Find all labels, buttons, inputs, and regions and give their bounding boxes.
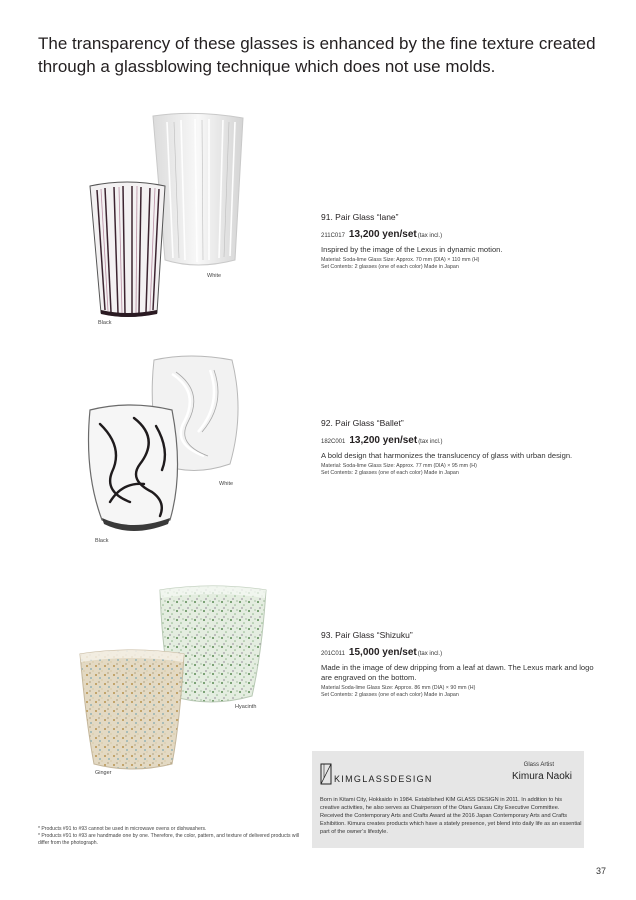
product-91-label-white: White: [207, 273, 222, 279]
kimglassdesign-logo-icon: [320, 763, 332, 785]
product-93-info: [321, 630, 597, 699]
product-price: 15,000 yen/set: [348, 647, 417, 658]
product-92-label-white: White: [219, 481, 234, 487]
tax-note: (tax incl.): [417, 651, 443, 657]
spec-line-1: Material: Soda-lime Glass Size: Approx. 77 mm (DIA) × 95 mm (H): [321, 463, 477, 469]
product-description: Made in the image of dew dripping from a leaf at dawn. The Lexus mark and logo are engraved on the bottom.: [321, 663, 594, 682]
product-code: 201C011: [321, 651, 345, 657]
product-title: 91. Pair Glass “lane”: [321, 212, 399, 222]
product-spec: [321, 463, 597, 477]
product-spec: [321, 685, 597, 699]
page-number: 37: [595, 866, 606, 876]
product-91-label-black: Black: [98, 320, 112, 326]
product-price: 13,200 yen/set: [348, 229, 417, 240]
price-line: [321, 644, 597, 661]
footnotes: [38, 826, 300, 847]
brand-name: KIMGLASSDESIGN: [334, 774, 433, 784]
tax-note: (tax incl.): [418, 439, 443, 445]
product-93-label-ginger: Ginger: [95, 770, 112, 776]
product-91-info: [321, 212, 597, 271]
spec-line-1: Material Soda-lime Glass Size: Approx. 86 mm (DIA) × 90 mm (H): [321, 685, 476, 691]
product-93-label-hyacinth: Hyacinth: [235, 704, 257, 710]
tax-note: (tax incl.): [417, 233, 443, 239]
spec-line-2: Set Contents: 2 glasses (one of each color) Made in Japan: [321, 470, 459, 476]
spec-line-1: Material: Soda-lime Glass Size: Approx. 70 mm (DIA) × 110 mm (H): [321, 257, 480, 263]
product-description: Inspired by the image of the Lexus in dynamic motion.: [321, 245, 503, 254]
headline-line-1: The transparency of these glasses is enhanced by the fine texture created: [38, 34, 596, 53]
product-93-photo: [76, 582, 272, 772]
product-code: 211C017: [321, 233, 345, 239]
product-92-info: [321, 418, 597, 477]
product-title: 93. Pair Glass “Shizuku”: [321, 630, 413, 640]
price-line: [321, 226, 597, 243]
headline-line-2: through a glassblowing technique which does not use molds.: [38, 57, 496, 76]
artist-profile-box: [312, 751, 584, 848]
footnote-1: * Products #91 to #93 cannot be used in microwave ovens or dishwashers.: [38, 826, 207, 832]
product-92-photo: [80, 352, 250, 537]
product-91-photo: [85, 110, 255, 320]
artist-bio: Born in Kitami City, Hokkaido in 1984. Established KIM GLASS DESIGN in 2011. In addition to his creative activities, he also serves as Chairperson of the Otaru Garasu City Executive Committee. Received the Contemporary Arts and Crafts Award at the 2016 Japan Contemporary Arts and Crafts Exhibition. Kimura creates products which have a stately presence, yet blend into daily life as an essential part of the owner’s lifestyle.: [320, 797, 582, 835]
product-price: 13,200 yen/set: [349, 435, 418, 446]
spec-line-2: Set Contents: 2 glasses (one of each color) Made in Japan: [321, 264, 459, 270]
product-code: 182C001: [321, 439, 346, 445]
artist-role: Glass Artist: [523, 762, 554, 768]
page-headline: [38, 32, 598, 78]
price-line: [321, 432, 597, 449]
product-title: 92. Pair Glass “Ballet”: [321, 418, 404, 428]
product-description: A bold design that harmonizes the translucency of glass with urban design.: [321, 451, 573, 460]
artist-name: Kimura Naoki: [511, 771, 572, 782]
footnote-2: * Products #91 to #93 are handmade one by one. Therefore, the color, pattern, and texture of delivered products will differ from the photograph.: [38, 833, 299, 846]
spec-line-2: Set Contents: 2 glasses (one of each color) Made in Japan: [321, 692, 459, 698]
product-spec: [321, 257, 597, 271]
product-92-label-black: Black: [95, 538, 109, 544]
